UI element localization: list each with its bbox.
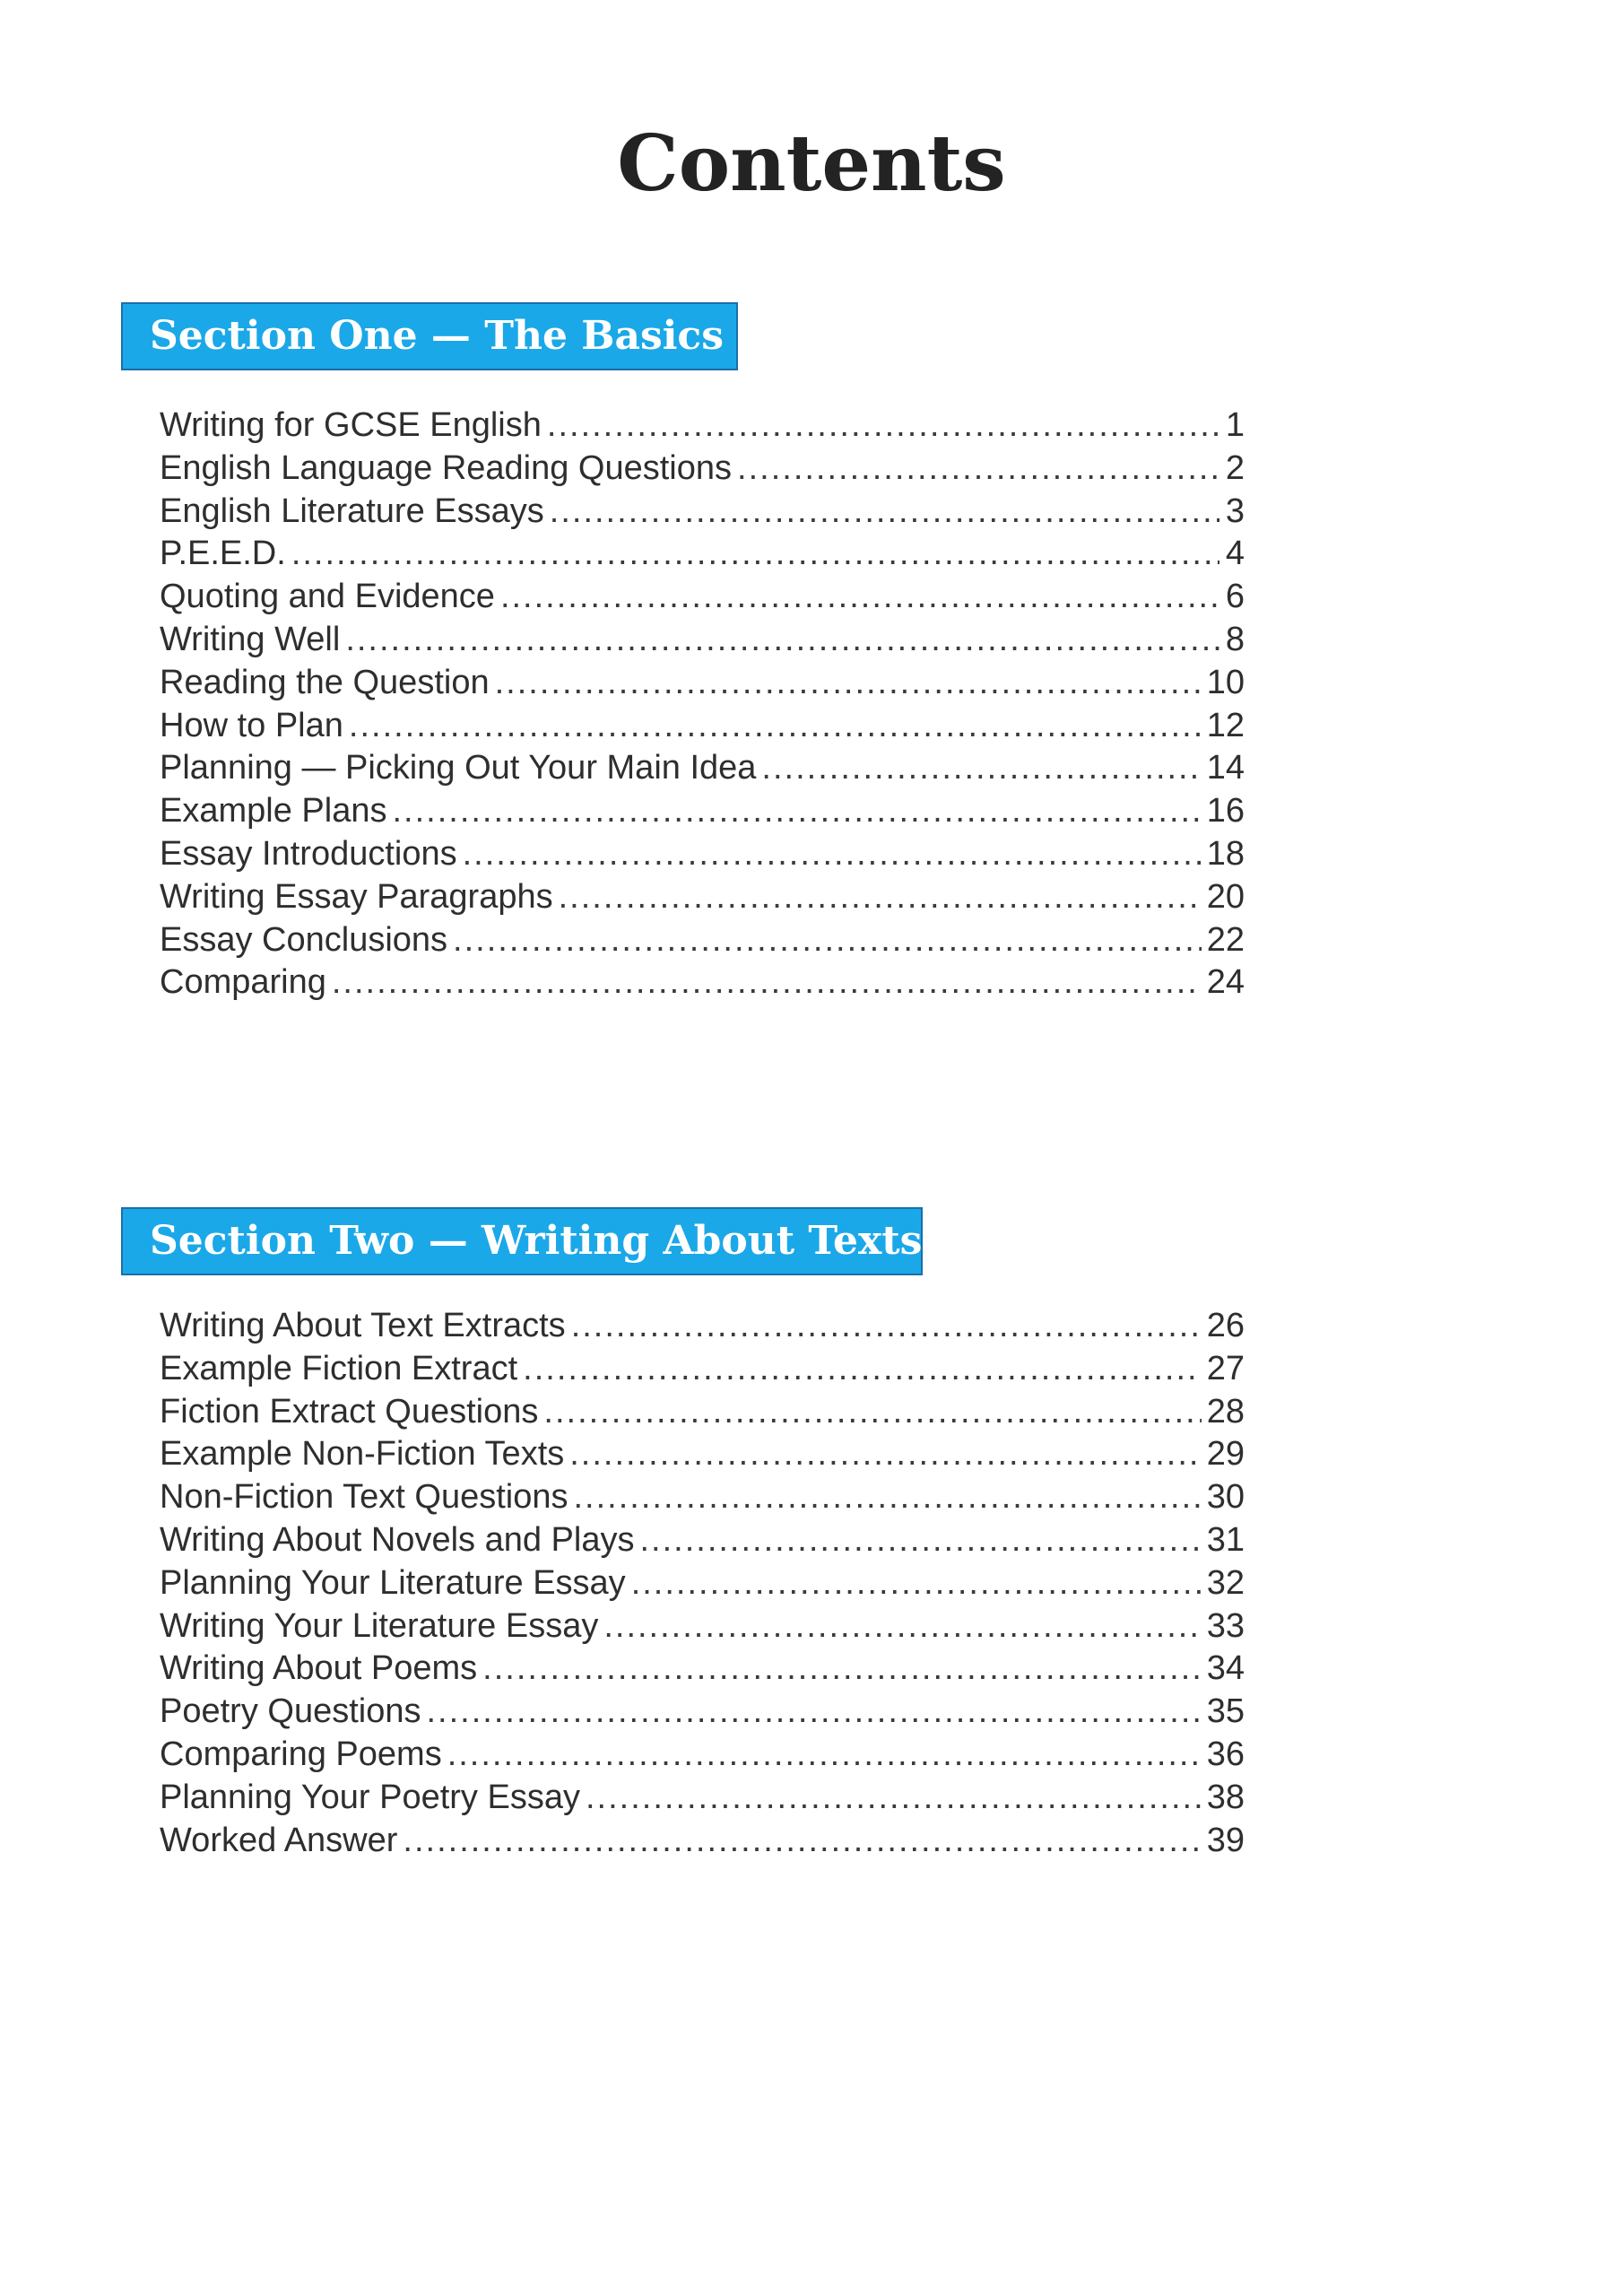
toc-entry-title: Planning Your Poetry Essay (160, 1778, 580, 1816)
toc-entry-title: English Literature Essays (160, 491, 544, 530)
dot-leader (426, 1691, 1201, 1734)
toc-entry-page-number: 8 (1225, 620, 1245, 658)
dot-leader (403, 1820, 1201, 1863)
dot-leader (291, 533, 1219, 576)
dot-leader (500, 576, 1219, 619)
dot-leader (453, 919, 1202, 962)
toc-entry-page-number: 20 (1206, 877, 1245, 916)
toc-entry-title: Quoting and Evidence (160, 578, 495, 616)
toc-entry-page-number: 34 (1206, 1649, 1245, 1688)
toc-entry[interactable] (160, 491, 1245, 534)
toc-entry-page-number: 32 (1206, 1563, 1245, 1602)
toc-entry-title: Non-Fiction Text Questions (160, 1478, 568, 1517)
toc-entry-page-number: 18 (1206, 834, 1245, 873)
toc-entry[interactable] (160, 1605, 1245, 1648)
toc-entry-title: Essay Conclusions (160, 920, 448, 959)
toc-entry-page-number: 30 (1206, 1478, 1245, 1517)
toc-entry[interactable] (160, 1305, 1245, 1348)
toc-entry-page-number: 29 (1206, 1435, 1245, 1474)
toc-entry-title: Writing Your Literature Essay (160, 1606, 599, 1645)
toc-entry-title: Writing for GCSE English (160, 406, 542, 444)
dot-leader (543, 1391, 1201, 1434)
toc-entry-page-number: 24 (1206, 963, 1245, 1002)
toc-entry-title: Reading the Question (160, 663, 490, 701)
toc-entry-title: Example Fiction Extract (160, 1349, 518, 1387)
toc-entry-page-number: 36 (1206, 1735, 1245, 1773)
toc-entry-title: Comparing (160, 963, 326, 1002)
dot-leader (569, 1433, 1201, 1476)
toc-entry-title: Writing Essay Paragraphs (160, 877, 553, 916)
toc-entry[interactable] (160, 747, 1245, 790)
toc-entry-page-number: 1 (1225, 406, 1245, 444)
dot-leader (603, 1605, 1201, 1648)
dot-leader (392, 790, 1201, 833)
toc-entry-page-number: 35 (1206, 1692, 1245, 1731)
toc-entry-page-number: 27 (1206, 1349, 1245, 1387)
dot-leader (639, 1519, 1201, 1562)
toc-entry-title: Essay Introductions (160, 834, 457, 873)
toc-entry[interactable] (160, 1476, 1245, 1519)
toc-entry-title: Comparing Poems (160, 1735, 442, 1773)
toc-entry-title: Writing About Poems (160, 1649, 478, 1688)
toc-entry[interactable] (160, 833, 1245, 876)
toc-entry[interactable] (160, 919, 1245, 962)
dot-leader (547, 404, 1219, 448)
toc-entry[interactable] (160, 619, 1245, 662)
toc-entry[interactable] (160, 705, 1245, 748)
dot-leader (574, 1476, 1202, 1519)
toc-entry-page-number: 26 (1206, 1307, 1245, 1344)
toc-entry-title: Worked Answer (160, 1821, 398, 1859)
dot-leader (495, 662, 1202, 705)
toc-entry-title: Writing Well (160, 620, 341, 658)
toc-entry-title: Planning Your Literature Essay (160, 1563, 626, 1602)
dot-leader (737, 448, 1219, 491)
toc-entry-title: How to Plan (160, 706, 343, 744)
dot-leader (332, 961, 1202, 1004)
section-one-toc (160, 404, 1245, 1004)
dot-leader (631, 1562, 1202, 1605)
toc-entry-page-number: 16 (1206, 792, 1245, 831)
toc-entry-page-number: 39 (1206, 1821, 1245, 1859)
dot-leader (761, 747, 1201, 790)
toc-entry[interactable] (160, 404, 1245, 448)
toc-entry[interactable] (160, 876, 1245, 919)
dot-leader (523, 1348, 1202, 1391)
toc-entry-page-number: 2 (1225, 448, 1245, 487)
toc-entry-page-number: 4 (1225, 535, 1245, 573)
dot-leader (482, 1648, 1202, 1691)
toc-entry-title: Writing About Novels and Plays (160, 1520, 635, 1559)
dot-leader (447, 1734, 1202, 1777)
dot-leader (559, 876, 1202, 919)
toc-entry-page-number: 28 (1206, 1392, 1245, 1431)
toc-entry[interactable] (160, 961, 1245, 1004)
toc-entry-page-number: 38 (1206, 1778, 1245, 1816)
dot-leader (550, 491, 1219, 534)
toc-entry-page-number: 3 (1225, 491, 1245, 530)
section-one-heading: Section One — The Basics (121, 302, 738, 370)
toc-entry[interactable] (160, 1519, 1245, 1562)
toc-entry[interactable] (160, 1820, 1245, 1863)
toc-entry[interactable] (160, 1391, 1245, 1434)
toc-entry[interactable] (160, 1562, 1245, 1605)
toc-entry[interactable] (160, 1348, 1245, 1391)
toc-entry-page-number: 6 (1225, 578, 1245, 616)
toc-entry[interactable] (160, 1433, 1245, 1476)
toc-entry-title: Planning — Picking Out Your Main Idea (160, 749, 757, 787)
toc-entry[interactable] (160, 1734, 1245, 1777)
toc-entry[interactable] (160, 533, 1245, 576)
toc-entry[interactable] (160, 1648, 1245, 1691)
toc-entry[interactable] (160, 448, 1245, 491)
toc-entry-title: Fiction Extract Questions (160, 1392, 539, 1431)
dot-leader (345, 619, 1219, 662)
dot-leader (349, 705, 1202, 748)
toc-entry[interactable] (160, 1691, 1245, 1734)
toc-entry-title: Example Non-Fiction Texts (160, 1435, 565, 1474)
toc-entry-title: Example Plans (160, 792, 387, 831)
toc-entry-page-number: 22 (1206, 920, 1245, 959)
section-two-heading: Section Two — Writing About Texts (121, 1207, 923, 1275)
toc-entry[interactable] (160, 576, 1245, 619)
toc-entry[interactable] (160, 790, 1245, 833)
toc-entry-title: Poetry Questions (160, 1692, 421, 1731)
dot-leader (571, 1305, 1202, 1348)
toc-entry-page-number: 10 (1206, 663, 1245, 701)
section-two-toc (160, 1305, 1245, 1862)
toc-entry-page-number: 31 (1206, 1520, 1245, 1559)
toc-entry-page-number: 12 (1206, 706, 1245, 744)
dot-leader (586, 1777, 1202, 1820)
toc-entry[interactable] (160, 662, 1245, 705)
dot-leader (463, 833, 1202, 876)
toc-entry-title: P.E.E.D. (160, 535, 286, 573)
toc-entry-title: Writing About Text Extracts (160, 1307, 566, 1344)
toc-entry-page-number: 14 (1206, 749, 1245, 787)
page-title: Contents (617, 118, 1006, 209)
toc-entry[interactable] (160, 1777, 1245, 1820)
toc-entry-page-number: 33 (1206, 1606, 1245, 1645)
toc-entry-title: English Language Reading Questions (160, 448, 733, 487)
